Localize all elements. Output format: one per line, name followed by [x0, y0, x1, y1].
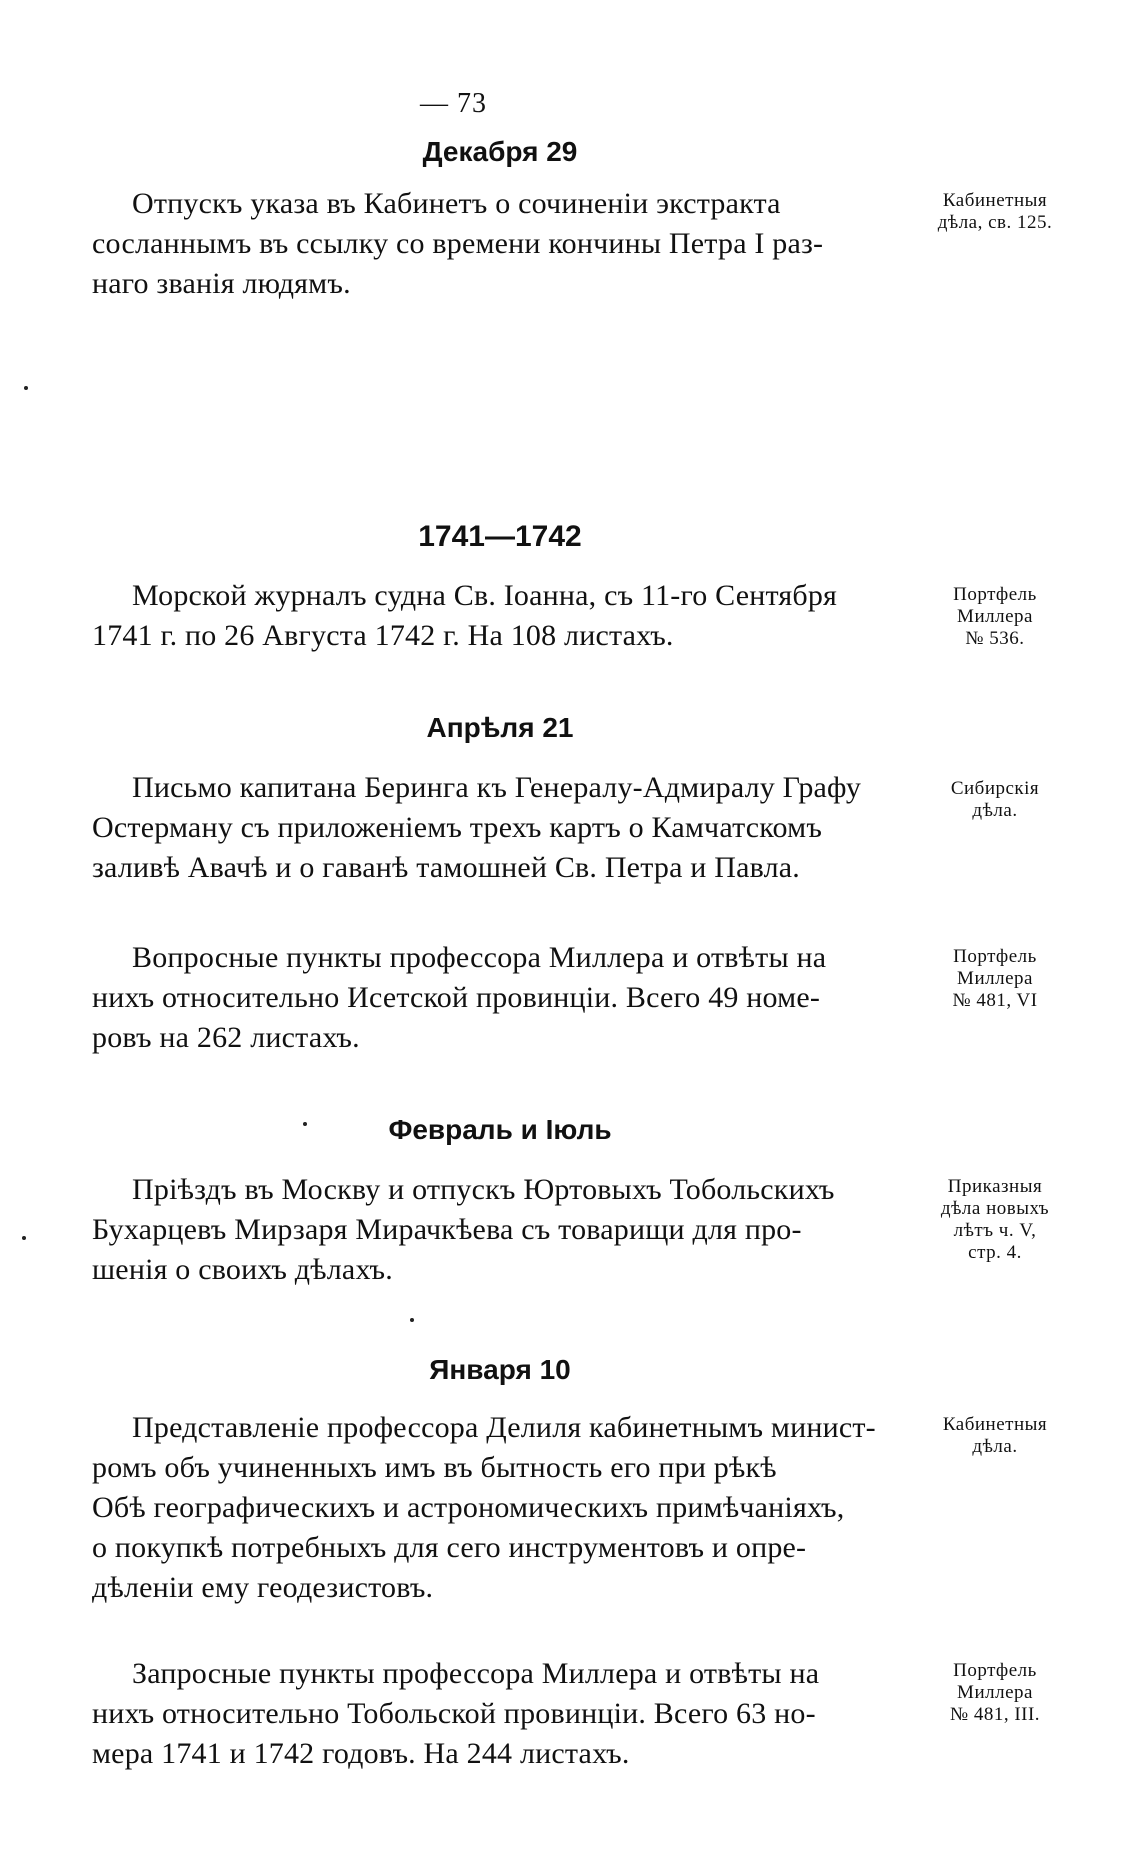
entry-text	[92, 576, 912, 656]
archive-reference	[920, 1176, 1070, 1264]
entry-line: ромъ объ учиненныхъ имъ въ бытность его при рѣкѣ	[92, 1451, 777, 1484]
entry-text	[92, 184, 912, 304]
entry-line: Обѣ географическихъ и астрономическихъ примѣчаніяхъ,	[92, 1491, 845, 1524]
entry-text	[92, 1408, 912, 1608]
entry-line: ровъ на 262 листахъ.	[92, 1021, 360, 1054]
entry-line: Остерману съ приложеніемъ трехъ картъ о Камчатскомъ	[92, 811, 823, 844]
scan-speck	[24, 386, 28, 390]
entry-text	[92, 938, 912, 1058]
entry-line: наго званія людямъ.	[92, 267, 351, 300]
archive-reference	[920, 1414, 1070, 1458]
reference-line: Миллера	[957, 968, 1033, 989]
entry-line: мера 1741 и 1742 годовъ. На 244 листахъ.	[92, 1737, 630, 1770]
entry-line: Запросные пункты профессора Миллера и отвѣты на	[132, 1657, 820, 1690]
archive-reference	[920, 1660, 1070, 1726]
reference-line: Портфель	[953, 584, 1037, 605]
section-heading: Января 10	[429, 1354, 571, 1385]
page-number: — 73	[420, 88, 487, 119]
entry-line: дѣленіи ему геодезистовъ.	[92, 1571, 434, 1604]
entry-line: о покупкѣ потребныхъ для сего инструментовъ и опре-	[92, 1531, 807, 1564]
entry-line: Письмо капитана Беринга къ Генералу-Адмиралу Графу	[132, 771, 862, 804]
entry-line: 1741 г. по 26 Августа 1742 г. На 108 листахъ.	[92, 619, 674, 652]
section-heading: Февраль и Іюль	[388, 1114, 612, 1145]
entry-line: нихъ относительно Исетской провинціи. Всего 49 номе-	[92, 981, 821, 1014]
entry-line: Отпускъ указа въ Кабинетъ о сочиненіи экстракта	[132, 187, 781, 220]
reference-line: дѣла новыхъ	[940, 1198, 1050, 1219]
entry-text	[92, 768, 912, 888]
reference-line: Миллера	[957, 1682, 1033, 1703]
reference-line: Портфель	[953, 1660, 1037, 1681]
reference-line: Кабинетныя	[942, 190, 1048, 211]
entry-line: Пріѣздъ въ Москву и отпускъ Юртовыхъ Тобольскихъ	[132, 1173, 835, 1206]
section-heading: Декабря 29	[422, 136, 578, 167]
reference-line: Приказныя	[947, 1176, 1043, 1197]
entry-line: Вопросные пункты профессора Миллера и отвѣты на	[132, 941, 827, 974]
year-heading: 1741—1742	[418, 520, 582, 553]
entry-line: Морской журналъ судна Св. Іоанна, съ 11-го Сентября	[132, 579, 838, 612]
entry-line: Бухарцевъ Мирзаря Мирачкѣева съ товарищи для про-	[92, 1213, 802, 1246]
scan-speck	[22, 1236, 26, 1240]
entry-line: сосланнымъ въ ссылку со времени кончины Петра I раз-	[92, 227, 824, 260]
section-heading: Апрѣля 21	[426, 712, 574, 743]
reference-line: лѣтъ ч. V,	[953, 1220, 1037, 1241]
archive-reference	[920, 190, 1070, 234]
archive-reference	[920, 778, 1070, 822]
entry-text	[92, 1654, 912, 1774]
archive-reference	[920, 946, 1070, 1012]
entry-text	[92, 1170, 912, 1290]
archive-reference	[920, 584, 1070, 650]
reference-line: дѣла.	[972, 800, 1018, 821]
reference-line: стр. 4.	[968, 1242, 1022, 1263]
reference-line: Кабинетныя	[942, 1414, 1048, 1435]
entry-line: нихъ относительно Тобольской провинціи. Всего 63 но-	[92, 1697, 816, 1730]
reference-line: Сибирскія	[950, 778, 1040, 799]
entry-line: заливѣ Авачѣ и о гаванѣ тамошней Св. Петра и Павла.	[92, 851, 800, 884]
reference-line: Миллера	[957, 606, 1033, 627]
reference-line: № 481, III.	[949, 1704, 1041, 1725]
entry-line: Представленіе профессора Делиля кабинетнымъ минист-	[132, 1411, 876, 1444]
reference-line: Портфель	[953, 946, 1037, 967]
reference-line: № 536.	[965, 628, 1025, 649]
reference-line: дѣла.	[972, 1436, 1018, 1457]
scan-speck	[410, 1318, 414, 1322]
reference-line: дѣла, св. 125.	[937, 212, 1053, 233]
reference-line: № 481, VI	[952, 990, 1038, 1011]
entry-line: шенія о своихъ дѣлахъ.	[92, 1253, 393, 1286]
scan-speck	[303, 1122, 307, 1126]
